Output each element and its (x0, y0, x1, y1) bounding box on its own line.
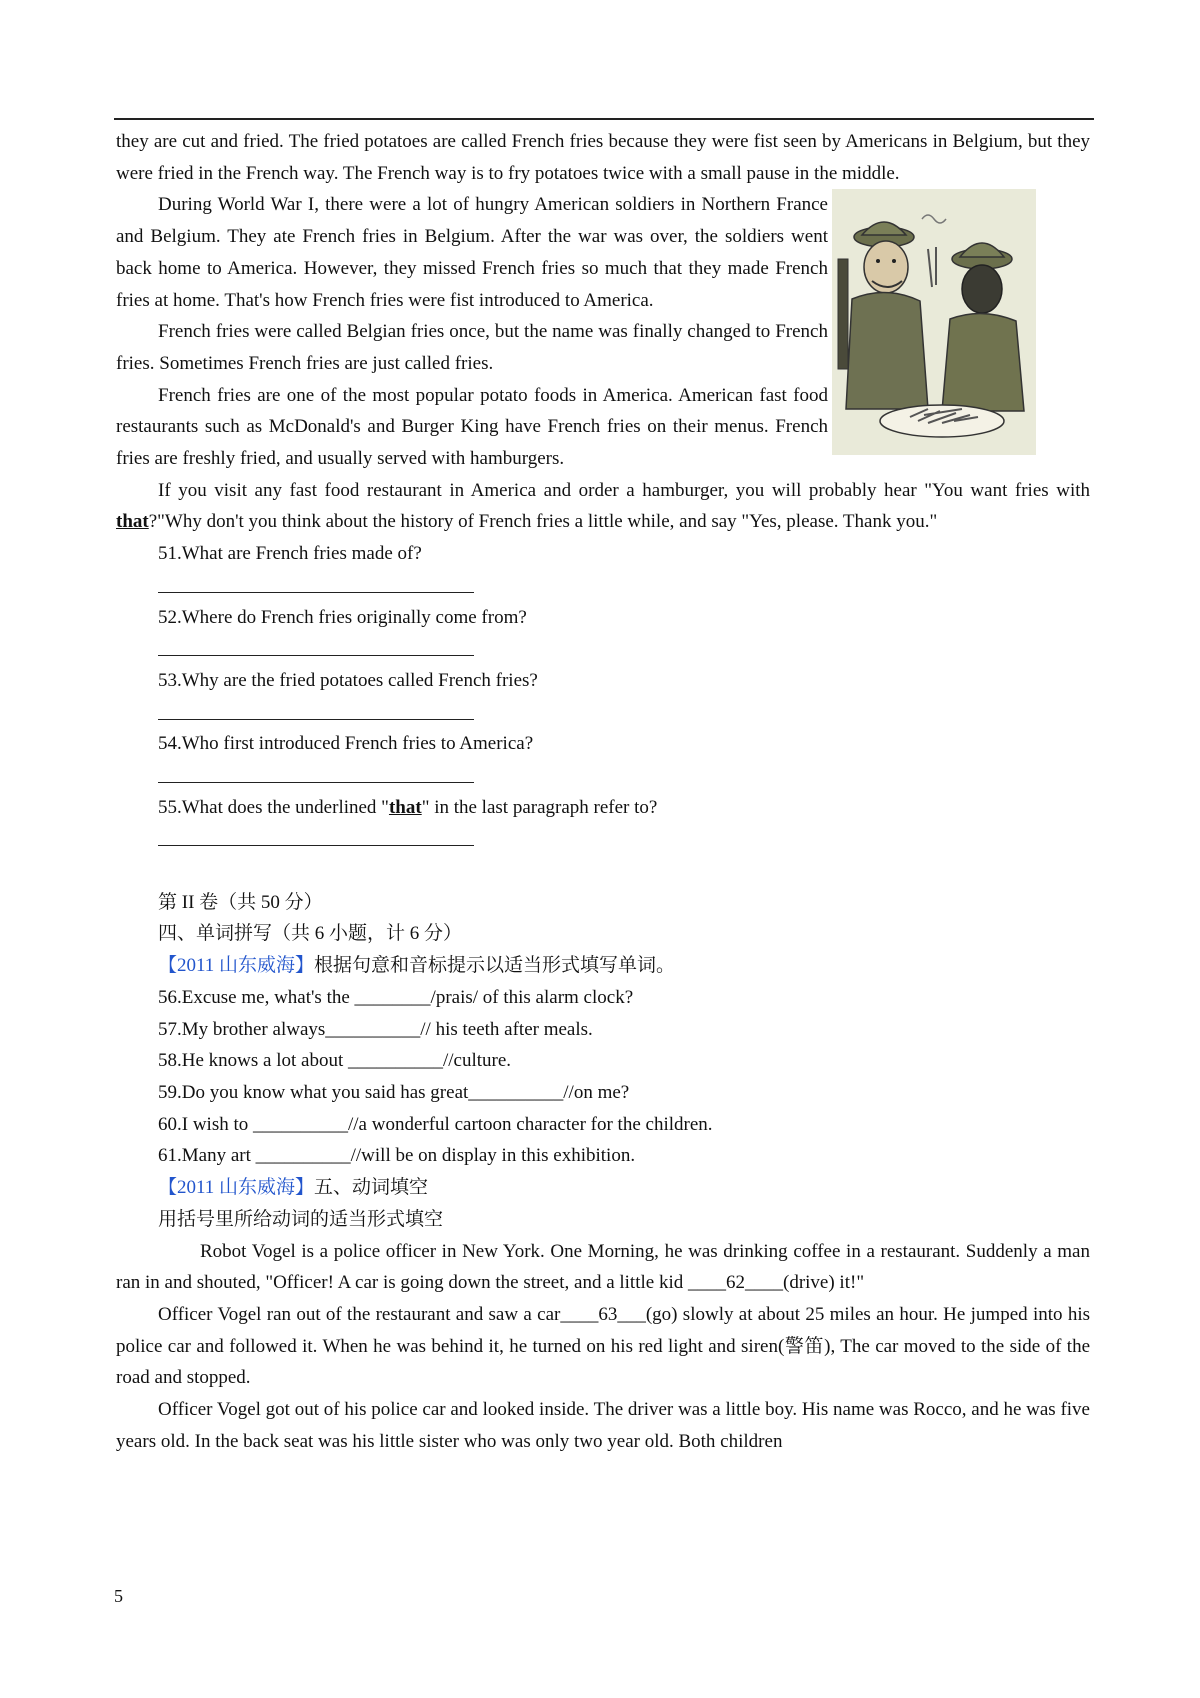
passage-paragraph-2: During World War I, there were a lot of hungry American soldiers in Northern France and Belgium. They ate French fries in Belgium. After the war was over, the soldiers went back home to America. However, they missed French fries so much that they made French fries at home. That's how French fries were fist introduced to America. (116, 194, 828, 311)
answer-line-53[interactable] (116, 697, 1090, 729)
spacer (116, 855, 1090, 887)
question-52: 52.Where do French fries originally come from? (158, 606, 527, 628)
answer-line-55[interactable] (116, 823, 1090, 855)
question-55 (116, 792, 1090, 824)
story-paragraph-2: Officer Vogel ran out of the restaurant and saw a car____63___(go) slowly at about 25 miles an hour. He jumped into his police car and followed it. When he was behind it, he turned on his red light and siren(警笛), The car moved to the side of the road and stopped. (116, 1303, 1090, 1389)
story-paragraph-3: Officer Vogel got out of his police car and looked inside. The driver was a little boy. His name was Rocco, and he was five years old. In the back seat was his little sister who was only two year old. Both children (116, 1399, 1090, 1452)
illustration (828, 189, 1090, 455)
p5-text-after: ?"Why don't you think about the history of French fries a little while, and say "Yes, please. Thank you." (148, 511, 938, 533)
document-body (116, 126, 1090, 1457)
passage-paragraph-3: French fries were called Belgian fries once, but the name was finally changed to French fries. Sometimes French fries are just called fries. (116, 321, 828, 374)
part-4-instruction-line (116, 950, 1090, 982)
part-4-instruction: 根据句意和音标提示以适当形式填写单词。 (314, 955, 676, 977)
soldiers-eating-fries-image (832, 189, 1036, 455)
question-61: 61.Many art __________//will be on display in this exhibition. (158, 1145, 636, 1167)
q55-text-before: 55.What does the underlined " (158, 796, 389, 818)
story-paragraph-1: Robot Vogel is a police officer in New York. One Morning, he was drinking coffee in a restaurant. Suddenly a man ran in and shouted, "Officer! A car is going down the street, and a little kid ____62____(drive) it!" (116, 1240, 1090, 1294)
question-60: 60.I wish to __________//a wonderful cartoon character for the children. (158, 1113, 713, 1135)
part-5-title: 五、动词填空 (314, 1177, 429, 1199)
question-53: 53.Why are the fried potatoes called French fries? (158, 669, 538, 691)
answer-line-51[interactable] (116, 570, 1090, 602)
part-4-title: 四、单词拼写（共 6 小题，计 6 分） (158, 923, 463, 945)
answer-line-52[interactable] (116, 633, 1090, 665)
source-tag: 【2011 山东威海】 (158, 955, 315, 977)
question-51: 51.What are French fries made of? (158, 543, 422, 565)
underlined-that: that (116, 511, 149, 533)
part-5-title-line (116, 1172, 1090, 1204)
q55-underlined-that: that (388, 796, 422, 818)
page-number: 5 (114, 1586, 123, 1606)
question-59: 59.Do you know what you said has great__________//on me? (158, 1082, 630, 1103)
passage-paragraph-5 (116, 475, 1090, 538)
p5-text-before: If you visit any fast food restaurant in America and order a hamburger, you will probably hear "You want fries with (158, 479, 1090, 501)
question-57: 57.My brother always__________// his teeth after meals. (158, 1018, 593, 1040)
part-5-source-tag: 【2011 山东威海】 (158, 1177, 315, 1199)
question-58: 58.He knows a lot about __________//culture. (158, 1050, 512, 1072)
question-54: 54.Who first introduced French fries to America? (158, 733, 534, 755)
header-rule (114, 118, 1094, 120)
q55-text-after: " in the last paragraph refer to? (421, 796, 658, 818)
passage-paragraph-1: they are cut and fried. The fried potatoes are called French fries because they were fist seen by Americans in Belgium, but they were fried in the French way. The French way is to fry potatoes twice with a small pause in the middle. (116, 131, 1090, 184)
passage-paragraph-4: French fries are one of the most popular potato foods in America. American fast food restaurants such as McDonald's and Burger King have French fries on their menus. French fries are freshly fried, and usually served with hamburgers. (116, 384, 828, 470)
question-56: 56.Excuse me, what's the ________/prais/ of this alarm clock? (158, 986, 634, 1008)
section-2-title: 第 II 卷（共 50 分） (158, 891, 323, 913)
part-5-instruction: 用括号里所给动词的适当形式填空 (158, 1208, 444, 1230)
answer-line-54[interactable] (116, 760, 1090, 792)
